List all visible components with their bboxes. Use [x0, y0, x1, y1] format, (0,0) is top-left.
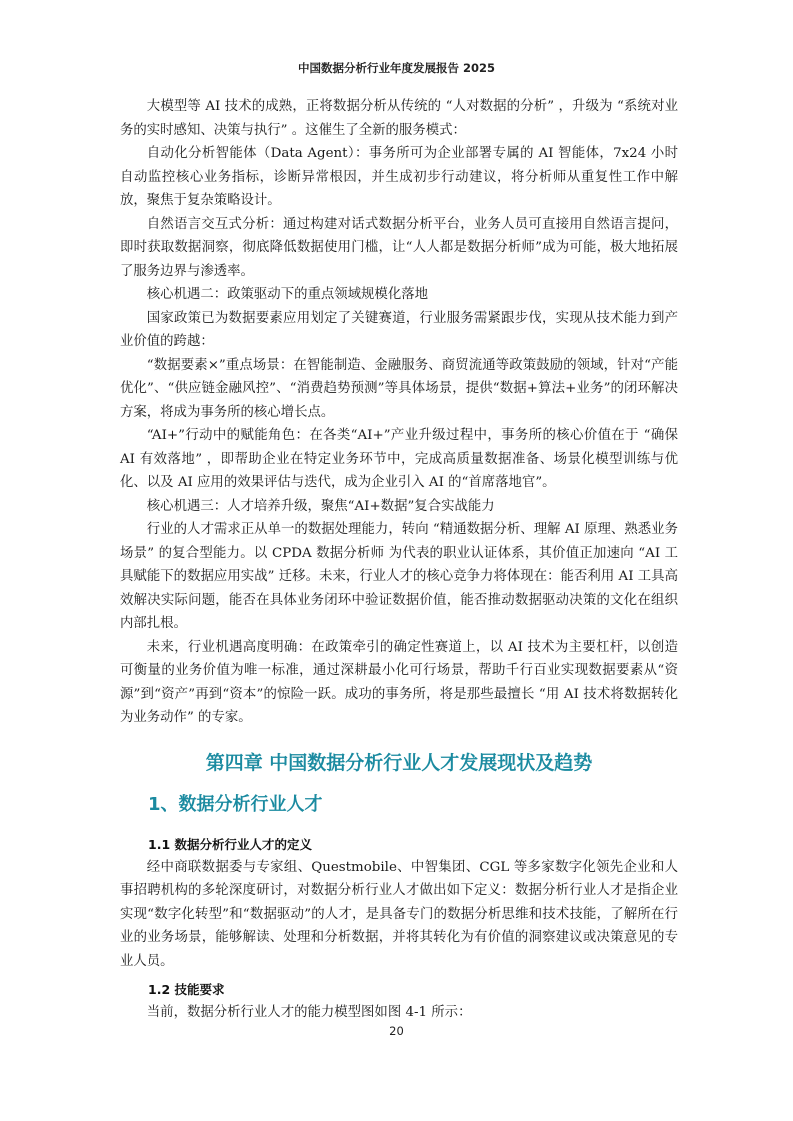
paragraph: 大模型等 AI 技术的成熟，正将数据分析从传统的 “人对数据的分析” ，升级为 “系统对业务的实时感知、决策与执行” 。这催生了全新的服务模式：: [120, 99, 678, 138]
chapter-title: 第四章 中国数据分析行业人才发展现状及趋势: [205, 751, 593, 774]
subsection-title: 1.2 技能要求: [148, 982, 225, 997]
section-title: 1、数据分析行业人才: [148, 793, 323, 815]
paragraph: 核心机遇二：政策驱动下的重点领域规模化落地: [146, 287, 428, 302]
paragraph: 经中商联数据委与专家组、Questmobile、中智集团、CGL 等多家数字化领先企业和人事招聘机构的多轮深度研讨，对数据分析行业人才做出如下定义：数据分析行业人才是指企业实现“数字化转型”和“数据驱动”的人才，是具备专门的数据分析思维和技术技能，了解所在行业的业务场景，能够解读、处理和分析数据，并将其转化为有价值的洞察建议或决策意见的专业人员。: [120, 859, 678, 969]
paragraph: 未来，行业机遇高度明确：在政策牵引的确定性赛道上，以 AI 技术为主要杠杆，以创造可衡量的业务价值为唯一标准，通过深耕最小化可行场景，帮助千行百业实现数据要素从“资源”到“资产”再到“资本”的惊险一跃。成功的事务所，将是那些最擅长 “用 AI 技术将数据转化为业务动作” 的专家。: [120, 639, 678, 725]
subsection-title: 1.1 数据分析行业人才的定义: [148, 836, 312, 852]
paragraph: 自然语言交互式分析：通过构建对话式数据分析平台，业务人员可直接用自然语言提问，即时获取数据洞察，彻底降低数据使用门槛，让“人人都是数据分析师”成为可能，极大地拓展了服务边界与渗透率。: [120, 216, 678, 279]
page-number: 20: [389, 1024, 404, 1038]
paragraph: 核心机遇三：人才培养升级，聚焦“AI+数据”复合实战能力: [146, 498, 495, 514]
paragraph: 行业的人才需求正从单一的数据处理能力，转向 “精通数据分析、理解 AI 原理、熟悉业务场景” 的复合型能力。以 CPDA 数据分析师 为代表的职业认证体系，其价值正加速向 “AI 工具赋能下的数据应用实战” 迁移。未来，行业人才的核心竞争力将体现在：能否利用 AI 工具高效解决实际问题，能否在具体业务闭环中验证数据价值，能否推动数据驱动决策的文化在组织内部扎根。: [120, 522, 678, 631]
paragraph: 自动化分析智能体（Data Agent）：事务所可为企业部署专属的 AI 智能体，7x24 小时自动监控核心业务指标，诊断异常根因，并生成初步行动建议，将分析师从重复性工作中解放，聚焦于复杂策略设计。: [120, 146, 678, 208]
paragraph: 当前，数据分析行业人才的能力模型图如图 4-1 所示：: [146, 1005, 472, 1020]
paragraph: 国家政策已为数据要素应用划定了关键赛道，行业服务需紧跟步伐，实现从技术能力到产业价值的跨越：: [120, 310, 678, 349]
body-content: [120, 95, 678, 1025]
paragraph: “AI+”行动中的赋能角色：在各类“AI+”产业升级过程中，事务所的核心价值在于 “确保 AI 有效落地” ，即帮助企业在特定业务环节中，完成高质量数据准备、场景化模型训练与优化、以及 AI 应用的效果评估与迭代，成为企业引入 AI 的“首席落地官”。: [120, 428, 678, 490]
running-header: 中国数据分析行业年度发展报告 2025: [297, 61, 495, 75]
paragraph: “数据要素×”重点场景：在智能制造、金融服务、商贸流通等政策鼓励的领域，针对“产能优化”、“供应链金融风控”、“消费趋势预测”等具体场景，提供“数据+算法+业务”的闭环解决方案，将成为事务所的核心增长点。: [120, 357, 678, 420]
